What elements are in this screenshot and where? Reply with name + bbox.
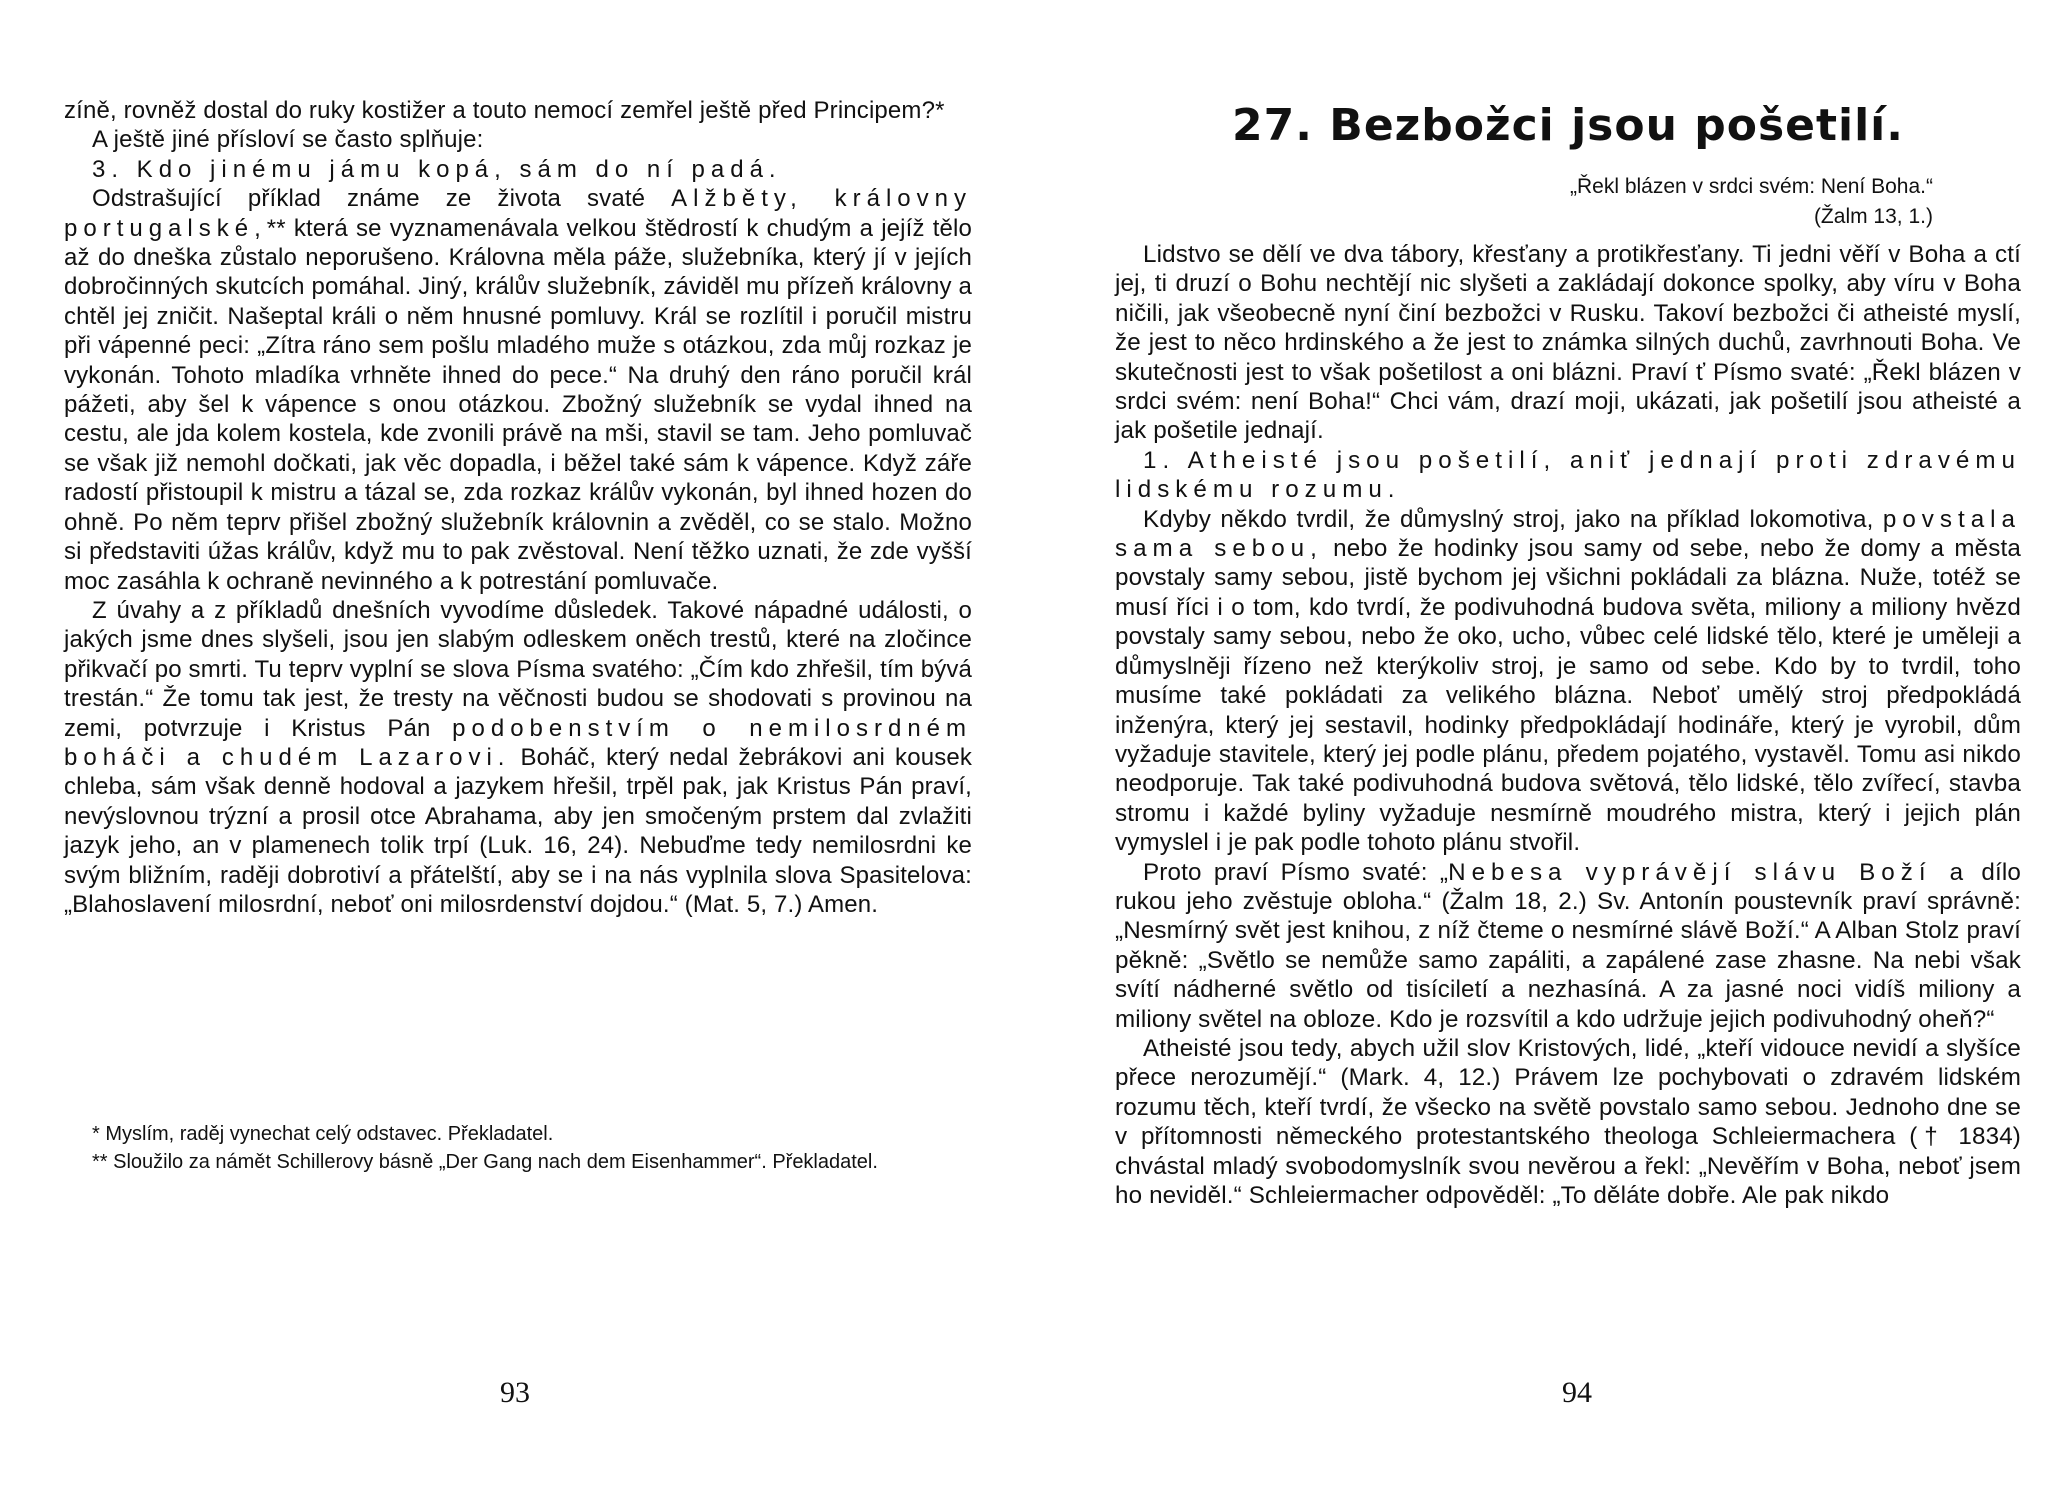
left-p4-start: Odstrašující příklad známe ze života svaté (92, 185, 672, 213)
left-paragraph-1: zíně, rovněž dostal do ruky kostižer a touto nemocí zemřel ještě před Principem?* (64, 97, 945, 124)
right-paragraph-1: Lidstvo se dělí ve dva tábory, křesťany a protikřesťany. Ti jedni věří v Boha a ctí jej, ti druzí o Bohu nechtějí nic slyšeti a zakládají dokonce spolky, aby víru v Boha ničili, jak všeobecně nyní činí bezbožci v Rusku. Takoví bezbožci či atheisté myslí, že jest to něco hrdinského a že jest to známka silných duchů, zavrhnouti Boha. Ve skutečnosti jest to však pošetilost a oni blázni. Praví ť Písmo svaté: „Řekl blázen v srdci svém: není Boha!“ Chci vám, drazí moji, ukázati, jak pošetilí jsou atheisté a jak pošetile jednají. (1115, 241, 2021, 445)
page-number-left: 93 (500, 1376, 530, 1409)
motto-reference: (Žalm 13, 1.) (1813, 205, 1933, 228)
right-paragraph-5: Atheisté jsou tedy, abych užil slov Kristových, lidé, „kteří vidouce nevidí a slyšíce přece nerozumějí.“ (Mark. 4, 12.) Právem lze pochybovati o zdravém lidském rozumu těch, kteří tvrdí, že všecko na světě povstalo samo sebou. Jednoho dne se v přítomnosti německého protestantského theologa Schleiermachera († 1834) chvástal mladý svobodomyslník svou nevěrou a řekl: „Nevěřím v Boha, neboť jsem ho neviděl.“ Schleiermacher odpověděl: „To děláte dobře. Ale pak nikdo (1115, 1034, 2021, 1209)
motto-quote: „Řekl blázen v srdci svém: Není Boha.“ (1570, 175, 1933, 198)
chapter-title: 27. Bezbožci jsou pošetilí. (1232, 100, 1904, 151)
left-body-text (64, 96, 972, 919)
left-paragraph-4 (64, 184, 972, 596)
chapter-motto (1570, 172, 1933, 232)
right-paragraph-2: 1. Atheisté jsou pošetilí, aniť jednají proti zdravému lidskému rozumu. (1115, 446, 2021, 504)
right-page (1025, 0, 2050, 1500)
left-p4-spaced: Alžběty, královny portugalské, (64, 185, 972, 242)
right-p3-end: nebo že hodinky jsou samy od sebe, nebo že domy a města povstaly samy sebou, jistě bychom jej všichni pokládali za blázna. Nuže, totéž se musí říci i o tom, kdo tvrdí, že podivuhodná budova světa, miliony a miliony hvězd povstaly samy sebou, nebo že oko, ucho, vůbec celé lidské tělo, které je uměleji a důmyslněji řízeno než kterýkoliv stroj, je samo od sebe. Kdo by to tvrdil, toho musíme také pokládati za velikého blázna. Neboť umělý stroj předpokládá inženýra, který jej sestavil, hodinky předpokládají hodináře, který je vyrobil, dům vyžaduje stavitele, který jej podle plánu, předem pojatého, vystavěl. Tomu asi nikdo neodporuje. Tak také podivuhodná budova světová, tělo lidské, tělo zvířecí, stavba stromu i každé byliny vyžaduje nesmírně moudrého mistra, který i jejich plán vymyslel i je pak podle tohoto plánu stvořil. (1115, 535, 2021, 857)
right-p4-spaced: Nebesa vyprávějí slávu Boží a (1448, 858, 1970, 886)
left-p5-start: Z úvahy a z příkladů dnešních vyvodíme důsledek. Takové nápadné události, o jakých jsme dnes slyšeli, jsou jen slabým odleskem oněch trestů, které na zločince přikvačí po smrti. Tu teprv vyplní se slova Písma svatého: „Čím kdo zhřešil, tím bývá trestán.“ Že tomu tak jest, že tresty na věčnosti budou se shodovati s provinou na zemi, potvrzuje i Kristus Pán (64, 596, 972, 742)
right-p3-start: Kdyby někdo tvrdil, že důmyslný stroj, jako na příklad lokomotiva, (1143, 505, 1883, 533)
right-p4-start: Proto praví Písmo svaté: „ (1143, 858, 1449, 886)
right-paragraph-3 (1115, 505, 2021, 858)
page-number-right: 94 (1562, 1376, 1592, 1409)
left-paragraph-2: A ještě jiné přísloví se často splňuje: (92, 126, 484, 154)
left-p5-spaced: podobenstvím o nemilosrdném boháči a chudém Lazarovi. (64, 714, 973, 771)
right-body-text (1115, 240, 2021, 1210)
right-p3-spaced: povstala sama sebou, (1115, 505, 2021, 563)
right-paragraph-4 (1115, 858, 2021, 1034)
footnote-1: * Myslím, raděj vynechat celý odstavec. Překladatel. (92, 1123, 554, 1145)
left-paragraph-5 (64, 596, 972, 919)
left-p5-end: Boháč, který nedal žebrákovi ani kousek chleba, sám však denně hodoval a jazykem hřešil, trpěl pak, jak Kristus Pán praví, nevýslovnou trýzní a prosil otce Abrahama, aby jen smočeným prstem dal zvlažiti jazyk jeho, an v plamenech tolik trpí (Luk. 16, 24). Nebuďme tedy nemilosrdni ke svým bližním, raději dobrotiví a přátelští, aby se i na nás vyplnila slova Spasitelova: „Blahoslavení milosrdní, neboť oni milosrdenství dojdou.“ (Mat. 5, 7.) Amen. (64, 743, 972, 918)
footnote-2: ** Sloužilo za námět Schillerovy básně „Der Gang nach dem Eisenhammer“. Překladatel. (92, 1151, 878, 1173)
left-paragraph-3: 3. Kdo jinému jámu kopá, sám do ní padá. (92, 155, 782, 183)
left-p4-end: ** která se vyznamenávala velkou štědrostí k chudým a jejíž tělo až do dneška zůstalo neporušeno. Královna měla páže, služebníka, který jí v jejích dobročinných skutcích pomáhal. Jiný, králův služebník, záviděl mu přízeň královny a chtěl jej zničit. Našeptal králi o něm hnusné pomluvy. Král se rozlítil i poručil mistru při vápenné peci: „Zítra ráno sem pošlu mladého muže s otázkou, zda můj rozkaz je vykonán. Tohoto mladíka vrhněte ihned do pece.“ Na druhý den ráno poručil král pážeti, aby šel k vápence s onou otázkou. Zbožný služebník se vydal ihned na cestu, ale jda kolem kostela, kde zvonili právě na mši, stavil se tam. Jeho pomluvač se však již nemohl dočkati, jak věc dopadla, i běžel také sám k vápence. Když záře radostí přistoupil k mistru a tázal se, zda rozkaz králův vykonán, byl ihned hozen do ohně. Po něm teprv přišel zbožný služebník královnin a zvěděl, co se stalo. Možno si představiti úžas králův, když mu to pak zvěstoval. Není těžko uznati, že zde vyšší moc zasáhla k ochraně nevinného a k potrestání pomluvače. (64, 214, 972, 595)
right-p4-end: dílo rukou jeho zvěstuje obloha.“ (Žalm 18, 2.) Sv. Antonín poustevník praví správně: „Nesmírný svět jest knihou, z níž čteme o nesmírné slávě Boží.“ A Alban Stolz praví pěkně: „Světlo se nemůže samo zapáliti, a zapálené zase zhasne. Na nebi však svítí nádherné světlo od tisíciletí a nezhasíná. A za jasné noci vidíš miliony a miliony světel na obloze. Kdo je rozsvítil a kdo udržuje jejich podivuhodný oheň?“ (1115, 858, 2022, 1033)
footnotes (64, 1120, 1004, 1176)
